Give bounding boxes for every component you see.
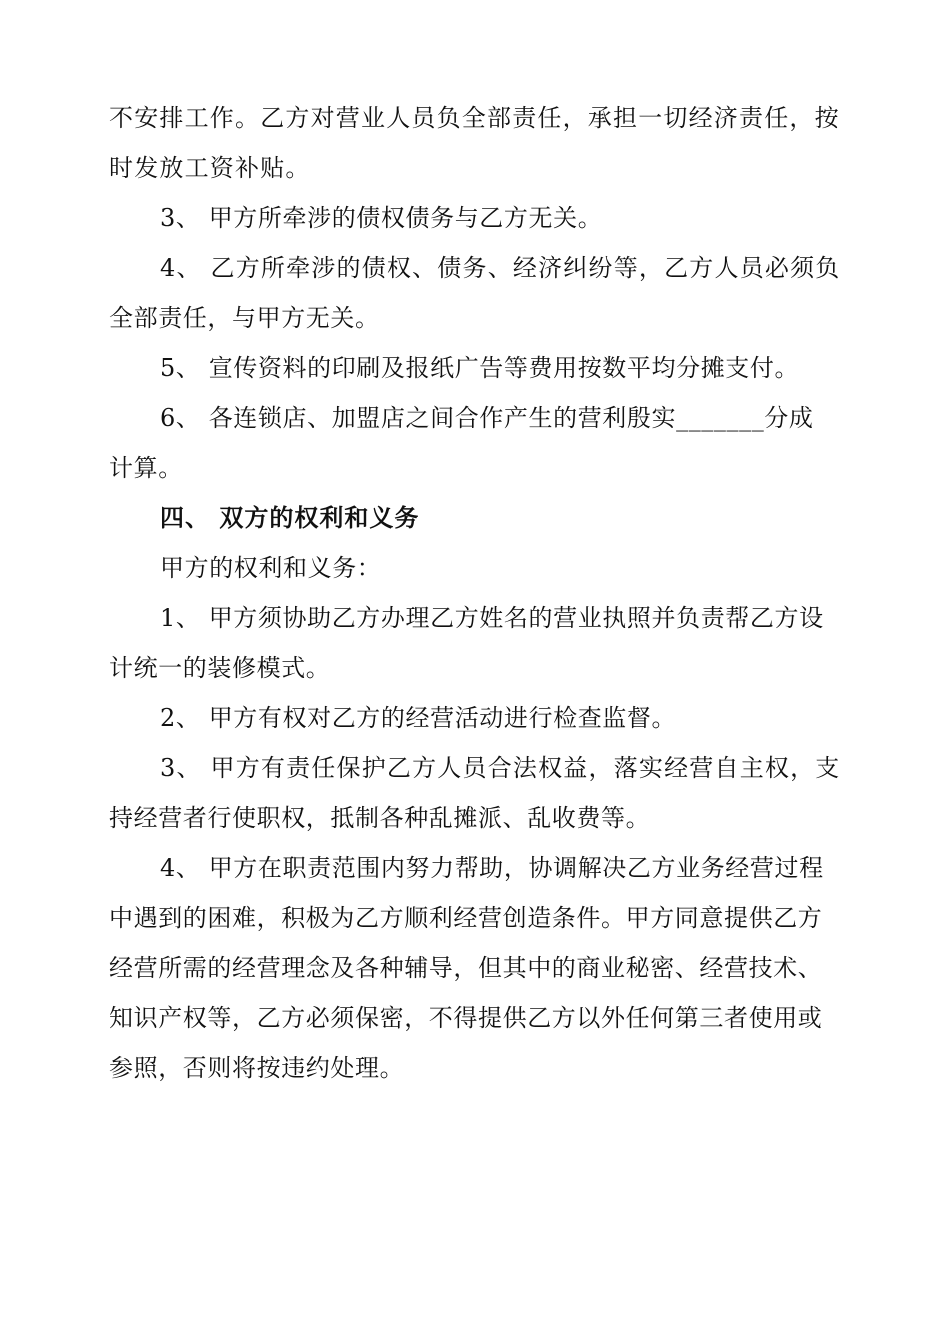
- text-line: 4、 甲方在职责范围内努力帮助，协调解决乙方业务经营过程: [160, 854, 824, 882]
- text-line: 计算。: [109, 454, 183, 482]
- text-line: 不安排工作。乙方对营业人员负全部责任，承担一切经济责任，按: [109, 104, 840, 132]
- text-line: 持经营者行使职权，抵制各种乱摊派、乱收费等。: [109, 804, 651, 832]
- text-line: 参照，否则将按违约处理。: [109, 1054, 405, 1082]
- text-line: 6、 各连锁店、加盟店之间合作产生的营利殷实_______分成: [160, 404, 814, 432]
- text-line: 4、 乙方所牵涉的债权、债务、经济纠纷等，乙方人员必须负: [160, 254, 841, 282]
- text-line: 1、 甲方须协助乙方办理乙方姓名的营业执照并负责帮乙方设: [160, 604, 824, 632]
- text-line: 计统一的装修模式。: [109, 654, 331, 682]
- text-line: 时发放工资补贴。: [109, 154, 311, 182]
- text-line: 中遇到的困难，积极为乙方顺利经营创造条件。甲方同意提供乙方: [109, 904, 823, 932]
- text-line: 2、 甲方有权对乙方的经营活动进行检查监督。: [160, 704, 677, 732]
- text-line: 3、 甲方有责任保护乙方人员合法权益，落实经营自主权，支: [160, 754, 841, 782]
- text-line: 知识产权等，乙方必须保密，不得提供乙方以外任何第三者使用或: [109, 1004, 823, 1032]
- text-line: 5、 宣传资料的印刷及报纸广告等费用按数平均分摊支付。: [160, 354, 800, 382]
- section-heading: 四、 双方的权利和义务: [160, 504, 420, 532]
- text-line: 甲方的权利和义务：: [160, 554, 382, 582]
- text-line: 3、 甲方所牵涉的债权债务与乙方无关。: [160, 204, 603, 232]
- text-line: 全部责任，与甲方无关。: [109, 304, 380, 332]
- text-line: 经营所需的经营理念及各种辅导，但其中的商业秘密、经营技术、: [109, 954, 823, 982]
